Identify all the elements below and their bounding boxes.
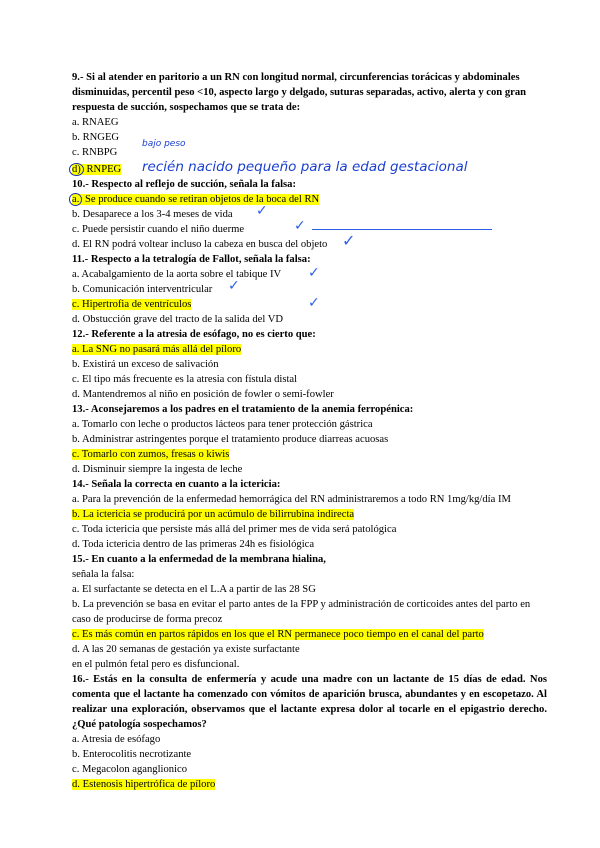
checkmark-icon: ✓	[342, 231, 356, 250]
question-9: 9.- Si al atender en paritorio a un RN con longitud normal, circunferencias torácicas y abdominales disminuidas, percentil peso <10, aspecto largo y delgado, suturas separadas, activo, alerta y con gran respuesta de succión, sospechamos que se trata de:	[72, 72, 527, 113]
question-15: 15.- En cuanto a la enfermedad de la membrana hialina,	[72, 554, 326, 565]
q14-option-a: a. Para la prevención de la enfermedad hemorrágica del RN administraremos a todo RN 1mg/kg/día IM	[72, 494, 511, 505]
q16-option-b: b. Enterocolitis necrotizante	[72, 749, 192, 760]
question-13: 13.- Aconsejaremos a los padres en el tratamiento de la anemia ferropénica:	[72, 404, 414, 415]
q10-option-d-text: d. El RN podrá voltear incluso la cabeza en busca del objeto	[72, 239, 328, 250]
q11-option-d: d. Obstucción grave del tracto de la salida del VD	[72, 314, 284, 325]
q10-option-a-circle: a.	[69, 193, 82, 206]
question-10: 10.- Respecto al reflejo de succión, señala la falsa:	[72, 179, 297, 190]
q12-option-d: d. Mantendremos al niño en posición de fowler o semi-fowler	[72, 389, 334, 400]
q9-option-c	[72, 139, 547, 160]
q16-option-d	[72, 777, 547, 792]
q12-option-b: b. Existirá un exceso de salivación	[72, 359, 219, 370]
q13-option-a: a. Tomarlo con leche o productos lácteos para tener protección gástrica	[72, 419, 373, 430]
q10-option-a-text: Se produce cuando se retiran objetos de la boca del RN	[82, 194, 320, 205]
q14-option-b-text: b. La ictericia se producirá por un acúmulo de bilirrubina indirecta	[72, 509, 355, 520]
q15-option-b: b. La prevención se basa en evitar el parto antes de la FPP y administración de corticoides antes del parto en caso de producirse de forma precoz	[72, 599, 531, 625]
q16-option-d-text: d. Estenosis hipertrófica de píloro	[72, 779, 216, 790]
q15-option-a: a. El surfactante se detecta en el L.A a partir de las 28 SG	[72, 584, 316, 595]
q9-option-a: a. RNAEG	[72, 117, 119, 128]
q15-option-c	[72, 627, 547, 642]
q16-option-c: c. Megacolon aganglionico	[72, 764, 188, 775]
q10-option-d	[72, 231, 547, 252]
q13-option-b: b. Administrar astringentes porque el tratamiento produce diarreas acuosas	[72, 434, 389, 445]
q10-option-c-text: c. Puede persistir cuando el niño duerme	[72, 224, 245, 235]
q9-option-d-circle: d)	[69, 163, 84, 176]
q14-option-c: c. Toda ictericia que persiste más allá del primer mes de vida será patológica	[72, 524, 397, 535]
q9-option-c-text: c. RNBPG	[72, 147, 118, 158]
q10-option-a	[72, 192, 547, 207]
q9-option-d-text: RNPEG	[83, 164, 122, 175]
question-16: 16.- Estás en la consulta de enfermería y acude una madre con un lactante de 15 días de edad. Nos comenta que el lactante ha comenzado con vómitos de aparición brusca, abundantes y en escopetazo. Al realizar una exploración, observamos que el lactante expresa dolor al tocarle en el epigastrio derecho. ¿Qué patología sospechamos?	[72, 674, 547, 730]
q15-option-c-text: c. Es más común en partos rápidos en los que el RN permanece poco tiempo en el canal del parto	[72, 629, 484, 640]
q10-option-b	[72, 203, 547, 222]
checkmark-icon: ✓	[308, 295, 320, 311]
handwritten-underline	[312, 229, 492, 230]
handwritten-note-bajo-peso: bajo peso	[142, 139, 186, 149]
handwritten-note-definition: recién nacido pequeño para la edad gestacional	[142, 159, 468, 175]
q11-option-b-text: b. Comunicación interventricular	[72, 284, 213, 295]
q10-option-b-text: b. Desaparece a los 3-4 meses de vida	[72, 209, 233, 220]
q13-option-c-text: c. Tomarlo con zumos, fresas o kiwis	[72, 449, 230, 460]
question-11: 11.- Respecto a la tetralogía de Fallot, señala la falsa:	[72, 254, 311, 265]
question-12: 12.- Referente a la atresia de esófago, no es cierto que:	[72, 329, 316, 340]
q15-option-d-continuation: en el pulmón fetal pero es disfuncional.	[72, 659, 240, 670]
q12-option-c: c. El tipo más frecuente es la atresia con fístula distal	[72, 374, 298, 385]
q9-option-d	[72, 159, 547, 177]
q11-option-a	[72, 267, 547, 282]
q9-option-b: b. RNGEG	[72, 132, 120, 143]
q15-option-d: d. A las 20 semanas de gestación ya existe surfactante	[72, 644, 300, 655]
q11-option-c-text: c. Hipertrofia de ventrículos	[72, 299, 192, 310]
question-14: 14.- Señala la correcta en cuanto a la ictericia:	[72, 479, 281, 490]
checkmark-icon: ✓	[228, 278, 240, 294]
question-15-subtitle: señala la falsa:	[72, 569, 135, 580]
q10-option-c	[72, 218, 547, 237]
q14-option-d: d. Toda ictericia dentro de las primeras 24h es fisiológica	[72, 539, 315, 550]
checkmark-icon: ✓	[294, 218, 306, 234]
checkmark-icon: ✓	[256, 203, 268, 219]
q13-option-d: d. Disminuir siempre la ingesta de leche	[72, 464, 243, 475]
q11-option-a-text: a. Acabalgamiento de la aorta sobre el tabique IV	[72, 269, 282, 280]
q12-option-a-text: a. La SNG no pasará más allá del píloro	[72, 344, 242, 355]
q13-option-c	[72, 447, 547, 462]
exam-page	[72, 70, 547, 792]
q12-option-a	[72, 342, 547, 357]
q16-option-a: a. Atresia de esófago	[72, 734, 161, 745]
checkmark-icon: ✓	[308, 265, 320, 281]
q14-option-b	[72, 507, 547, 522]
q11-option-c	[72, 297, 547, 312]
